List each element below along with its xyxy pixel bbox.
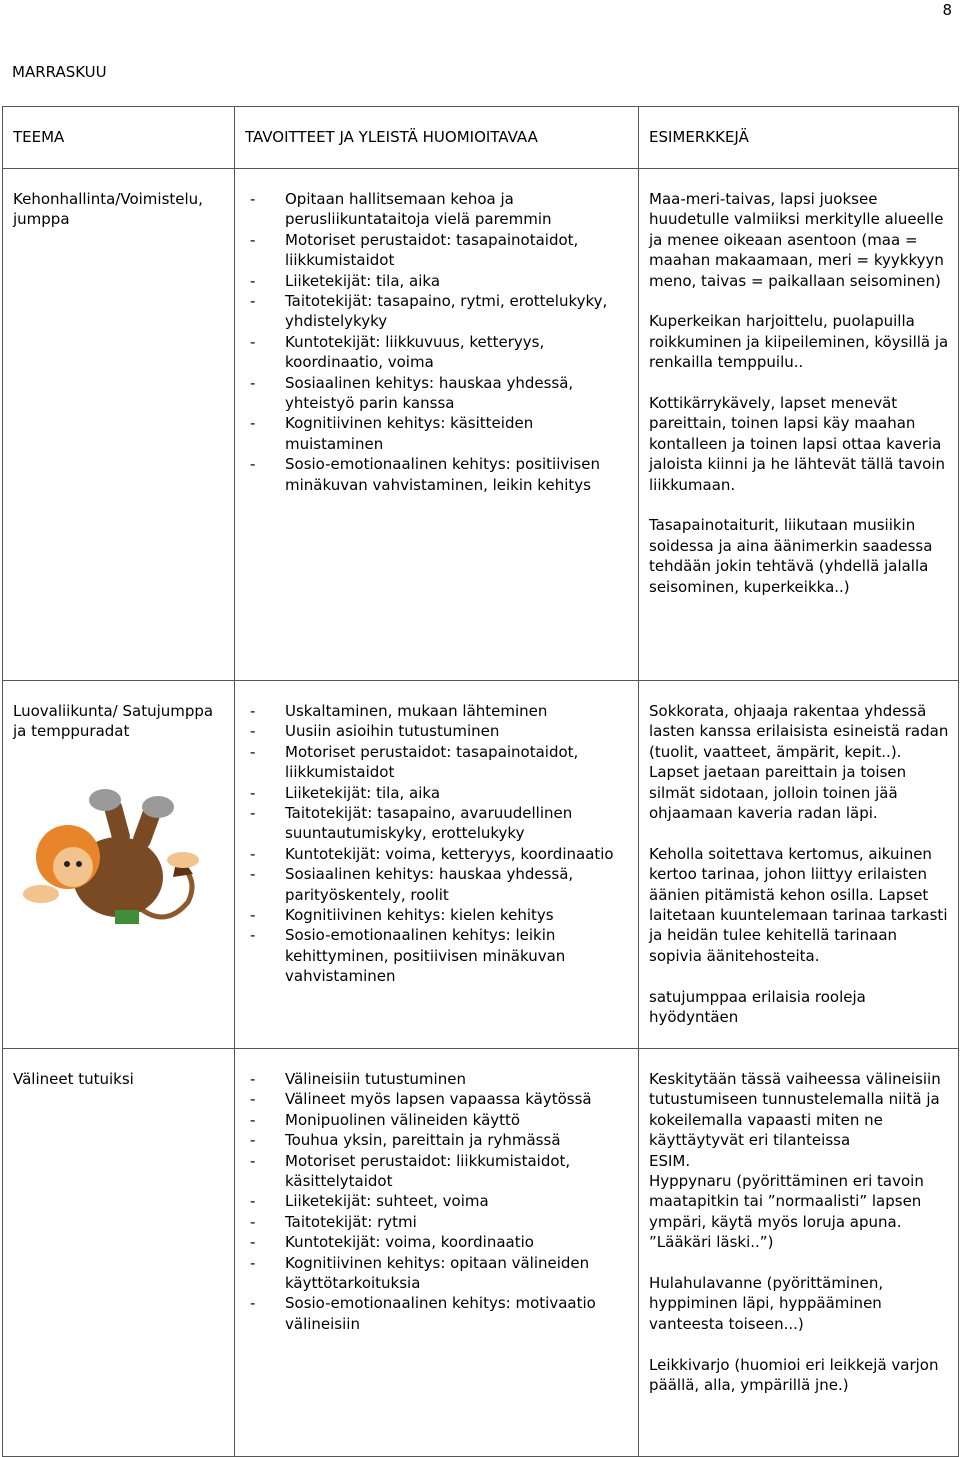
table-row [3, 1049, 959, 1457]
goal-item: - Taitotekijät: tasapaino, rytmi, erottelukyky, yhdistelykyky [285, 291, 632, 332]
goal-item: - Kognitiivinen kehitys: opitaan välineiden käyttötarkoituksia [285, 1253, 632, 1294]
example-paragraph: Keskitytään tässä vaiheessa välineisiin tutustumiseen tunnustelemalla niitä ja kokeilemalla vapaasti miten ne käyttäytyvät eri tilanteissa ESIM. Hyppynaru (pyörittäminen eri tavoin maatapitkin tai ”normaalisti” lapsen ympäri, käytä myös loruja apuna. ”Lääkäri läski..”) [649, 1070, 941, 1252]
goal-item: - Taitotekijät: rytmi [285, 1212, 632, 1232]
goal-item: - Sosio-emotionaalinen kehitys: motivaatio välineisiin [285, 1293, 632, 1334]
goal-item: - Touhua yksin, pareittain ja ryhmässä [285, 1130, 632, 1150]
goal-item: - Kuntotekijät: liikkuvuus, ketteryys, koordinaatio, voima [285, 332, 632, 373]
goal-item: - Motoriset perustaidot: tasapainotaidot, liikkumistaidot [285, 230, 632, 271]
goal-item: - Sosio-emotionaalinen kehitys: positiivisen minäkuvan vahvistaminen, leikin kehitys [285, 454, 632, 495]
example-paragraph: Kottikärrykävely, lapset menevät pareittain, toinen lapsi käy maahan kontalleen ja toinen lapsi ottaa kaveria jaloista kiinni ja he lähtevät tällä tavoin liikkumaan. [649, 394, 945, 494]
tumbling-lion-cartoon-icon [13, 782, 213, 950]
theme-cell [3, 169, 235, 681]
goal-item: - Uskaltaminen, mukaan lähteminen [285, 701, 632, 721]
theme-cell [3, 1049, 235, 1457]
example-paragraph: Sokkorata, ohjaaja rakentaa yhdessä lasten kanssa erilaisista esineistä radan (tuolit, vaatteet, ämpärit, kepit..). Lapset jaetaan pareittain ja toisen silmät sidotaan, jolloin toinen jää ohjaamaan kaveria radan läpi. [649, 702, 949, 823]
table-row [3, 681, 959, 1049]
goal-item: - Sosiaalinen kehitys: hauskaa yhdessä, parityöskentely, roolit [285, 864, 632, 905]
theme-cell [3, 681, 235, 1049]
examples-cell [639, 169, 959, 681]
goal-item: - Uusiin asioihin tutustuminen [285, 721, 632, 741]
goals-cell [235, 1049, 639, 1457]
goals-list [245, 189, 632, 495]
goals-list [245, 1069, 632, 1334]
goal-item: - Liiketekijät: tila, aika [285, 271, 632, 291]
goals-cell [235, 169, 639, 681]
example-paragraph: Maa-meri-taivas, lapsi juoksee huudetulle valmiiksi merkitylle alueelle ja menee oikeaan asentoon (maa = maahan makaamaan, meri = kyykkyyn meno, taivas = paikallaan seisominen) [649, 190, 944, 290]
example-paragraph: Tasapainotaiturit, liikutaan musiikin soidessa ja aina äänimerkin saadessa tehdään jokin tehtävä (yhdellä jalalla seisominen, kuperkeikka..) [649, 516, 933, 596]
example-paragraph: satujumppaa erilaisia rooleja hyödyntäen [649, 987, 866, 1027]
examples-cell [639, 681, 959, 1049]
goal-item: - Kognitiivinen kehitys: kielen kehitys [285, 905, 632, 925]
example-paragraph: Kuperkeikan harjoittelu, puolapuilla roikkuminen ja kiipeileminen, köysillä ja renkailla temppuilu.. [649, 312, 949, 372]
theme-label: Välineet tutuiksi [13, 1070, 134, 1088]
page-number: 8 [942, 1, 952, 19]
goal-item: - Sosio-emotionaalinen kehitys: leikin kehittyminen, positiivisen minäkuvan vahvistaminen [285, 925, 632, 986]
goals-list [245, 701, 632, 987]
theme-label: Luovaliikunta/ Satujumppa ja temppuradat [13, 702, 214, 741]
example-paragraph: Leikkivarjo (huomioi eri leikkejä varjon päällä, alla, ympärillä jne.) [649, 1355, 939, 1395]
goal-item: - Motoriset perustaidot: tasapainotaidot, liikkumistaidot [285, 742, 632, 783]
month-title: MARRASKUU [12, 63, 107, 81]
header-theme: TEEMA [3, 107, 235, 169]
header-goals: TAVOITTEET JA YLEISTÄ HUOMIOITAVAA [235, 107, 639, 169]
header-examples: ESIMERKKEJÄ [639, 107, 959, 169]
goal-item: - Kognitiivinen kehitys: käsitteiden muistaminen [285, 413, 632, 454]
example-paragraph: Hulahulavanne (pyörittäminen, hyppiminen läpi, hyppääminen vanteesta toiseen...) [649, 1274, 884, 1333]
goal-item: - Kuntotekijät: voima, ketteryys, koordinaatio [285, 844, 632, 864]
goal-item: - Välineet myös lapsen vapaassa käytössä [285, 1089, 632, 1109]
goal-item: - Välineisiin tutustuminen [285, 1069, 632, 1089]
goal-item: - Monipuolinen välineiden käyttö [285, 1110, 632, 1130]
goals-cell [235, 681, 639, 1049]
goal-item: - Taitotekijät: tasapaino, avaruudellinen suuntautumiskyky, erottelukyky [285, 803, 632, 844]
goal-item: - Liiketekijät: tila, aika [285, 783, 632, 803]
plan-table [2, 106, 959, 1457]
goal-item: - Liiketekijät: suhteet, voima [285, 1191, 632, 1211]
table-row [3, 169, 959, 681]
theme-label: Kehonhallinta/Voimistelu, jumppa [13, 190, 203, 229]
goal-item: - Opitaan hallitsemaan kehoa ja perusliikuntataitoja vielä paremmin [285, 189, 632, 230]
example-paragraph: Keholla soitettava kertomus, aikuinen kertoo tarinaa, johon liittyy erilaisten äänien pitämistä kehon osilla. Lapset laitetaan kuuntelemaan tarinaa tarkasti ja heidän tulee kehitellä tarinaan sopivia äänitehosteita. [649, 844, 948, 965]
goal-item: - Sosiaalinen kehitys: hauskaa yhdessä, yhteistyö parin kanssa [285, 373, 632, 414]
goal-item: - Kuntotekijät: voima, koordinaatio [285, 1232, 632, 1252]
examples-cell [639, 1049, 959, 1457]
goal-item: - Motoriset perustaidot: liikkumistaidot, käsittelytaidot [285, 1151, 632, 1192]
table-header-row [3, 107, 959, 169]
